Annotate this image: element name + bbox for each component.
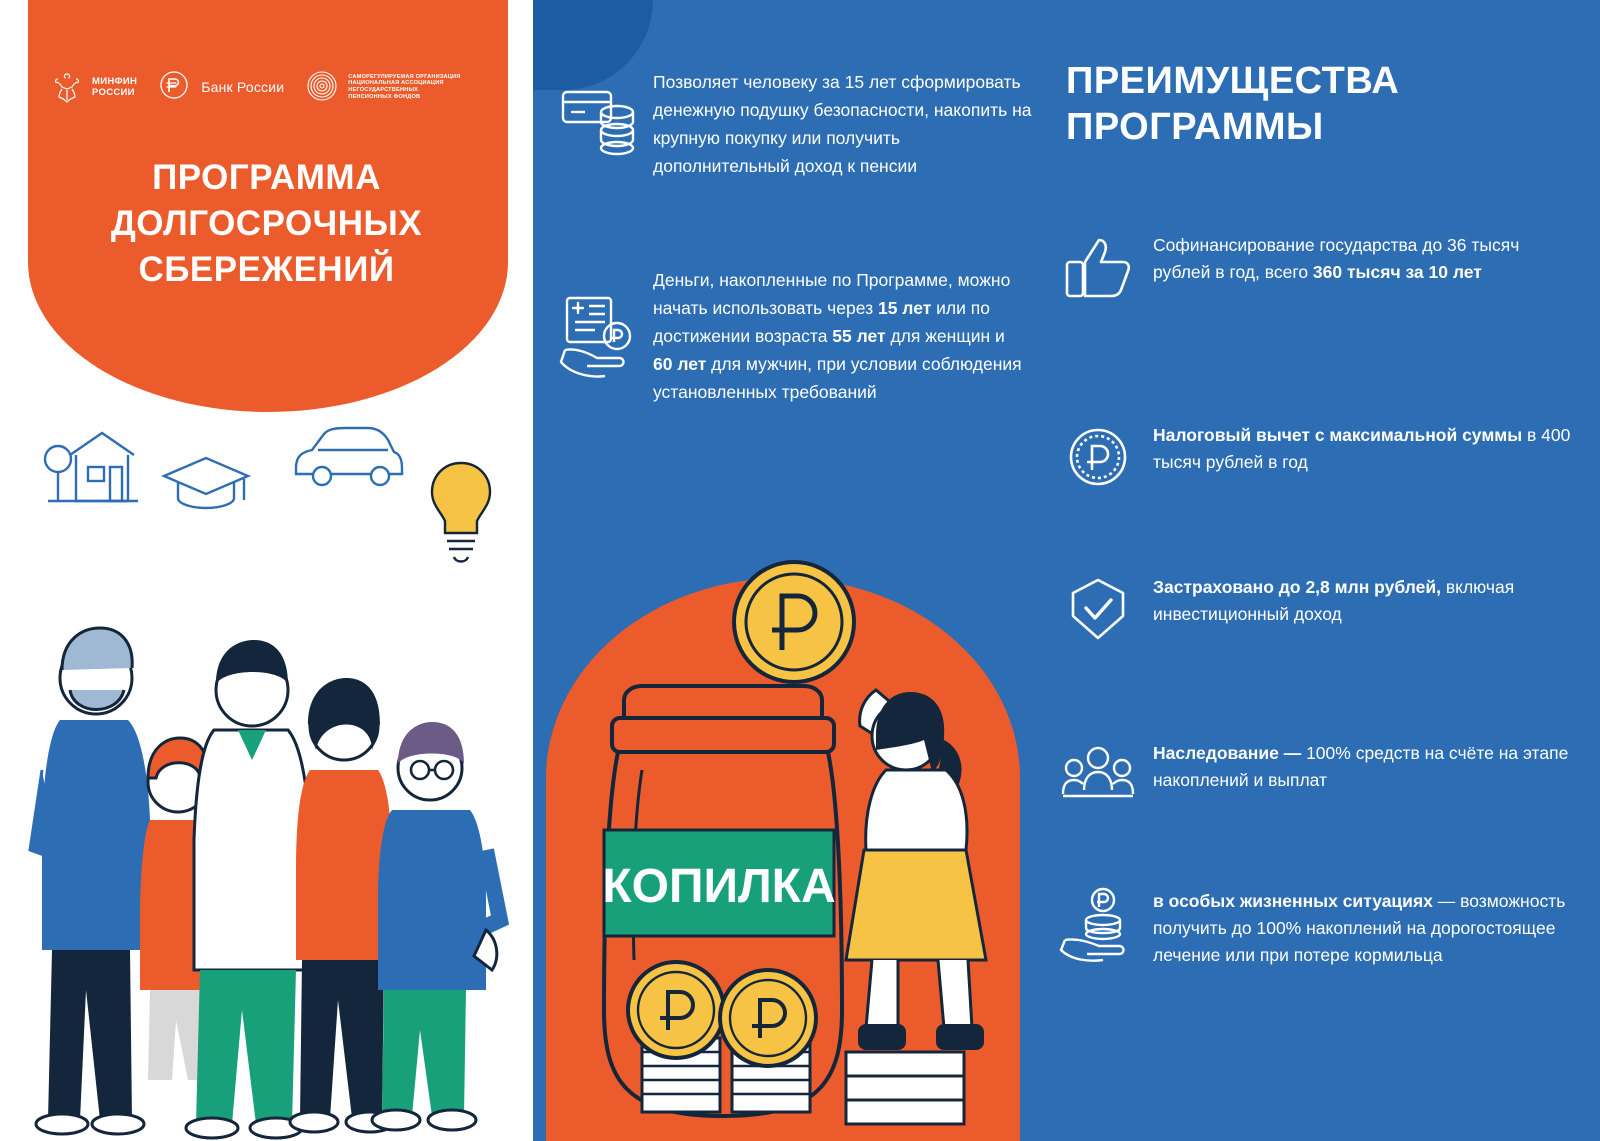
svg-text:КОПИЛКА: КОПИЛКА [602,860,836,913]
p2-part-4: 55 лет [832,326,886,346]
benefit-1-part-0: Налоговый вычет с максимальной суммы [1153,425,1523,445]
benefit-3-part-0: Наследование — [1153,743,1307,763]
benefit-0-part-1: 360 тысяч за 10 лет [1312,262,1482,282]
benefits-title [1066,58,1566,150]
left-panel [0,0,533,1141]
shield-check-icon [1059,570,1137,648]
ruble-coin-icon [1059,418,1137,496]
center-panel [533,0,1033,1141]
benefit-item-special-situations [1059,884,1579,969]
family-group-icon [1059,736,1137,814]
benefit-0-part-0: Софинансирование государства до 36 тысяч рублей в год, всего [1153,235,1520,282]
document-in-hand-ruble-icon [557,290,653,386]
napf-line-1: САМОРЕГУЛИРУЕМАЯ ОРГАНИЗАЦИЯ [348,73,461,80]
double-eagle-icon [50,70,84,104]
benefit-2-part-1: включая инвестиционный доход [1153,577,1515,624]
benefit-text-special-situations [1153,884,1579,969]
benefit-text-inheritance [1153,736,1579,794]
benefit-4-part-0: в особых жизненных ситуациях [1153,891,1433,911]
benefit-text-tax-deduction [1153,418,1579,476]
benefit-item-inheritance [1059,736,1579,814]
benefit-item-cofinancing [1059,228,1579,306]
minfin-logo [50,70,137,104]
center-paragraph-2 [653,266,1023,406]
page-title-line-2: ДОЛГОСРОЧНЫХ [110,204,423,243]
spiral-icon [306,70,340,104]
p2-part-1: Деньги, накопленные по Программе, можно начать использовать через [653,270,1011,318]
benefits-title-line-1: ПРЕИМУЩЕСТВА [1066,60,1400,102]
page-title [0,155,533,293]
minfin-logo-text [92,76,137,98]
benefit-4-part-1: — возможность получить до 100% накоплений на дорогостоящее лечение или при потере кормильца [1153,891,1566,965]
logo-row [50,70,461,104]
page-title-line-3: СБЕРЕЖЕНИЙ [138,250,395,289]
benefit-text-insured [1153,570,1579,628]
napf-line-3: НЕГОСУДАРСТВЕННЫХ [348,87,419,93]
bank-rossii-emblem-icon [159,70,193,104]
napf-logo [306,70,460,104]
napf-logo-text [348,74,460,100]
benefit-text-cofinancing [1153,228,1579,286]
p2-part-5: для женщин и [885,326,1005,346]
cards-and-coins-icon [557,78,647,168]
page-title-line-1: ПРОГРАММА [152,158,381,197]
p2-part-3: или по достижении возраста [653,298,990,346]
right-panel [1033,0,1600,1141]
jar-illustration [546,540,1020,1141]
minfin-line-1: МИНФИН [92,76,138,87]
benefit-1-part-1: в 400 тысяч рублей в год [1153,425,1571,472]
napf-line-4: ПЕНСИОННЫХ ФОНДОВ [348,93,421,100]
benefit-2-part-0: Застраховано до 2,8 млн рублей, [1153,577,1441,597]
bank-rossii-logo [159,70,284,104]
panel-divider-left [523,0,533,1141]
center-paragraph-1: Позволяет человеку за 15 лет сформировать денежную подушку безопасности, накопить на крупную покупку или получить дополнительный доход к пенсии [653,72,1032,176]
corner-decoration [533,0,653,90]
p2-part-2: 15 лет [877,298,932,318]
hand-with-coins-ruble-icon [1059,884,1137,962]
benefits-title-line-2: ПРОГРАММЫ [1066,106,1324,148]
car-icon [288,418,408,496]
benefit-3-part-1: 100% средств на счёте на этапе накоплений и выплат [1153,743,1569,790]
benefit-item-tax-deduction [1059,418,1579,496]
family-group-illustration [0,520,533,1140]
thumbs-up-icon [1059,228,1137,306]
napf-line-2: НАЦИОНАЛЬНАЯ АССОЦИАЦИЯ [348,80,444,87]
graduation-cap-icon [158,450,254,516]
p2-part-7: для мужчин, при условии соблюдения установленных требований [653,354,1022,402]
benefit-item-insured [1059,570,1579,648]
p2-part-6: 60 лет [653,354,707,374]
minfin-line-2: РОССИИ [92,87,135,98]
bank-rossii-label: Банк России [201,79,285,95]
house-icon [40,415,150,510]
